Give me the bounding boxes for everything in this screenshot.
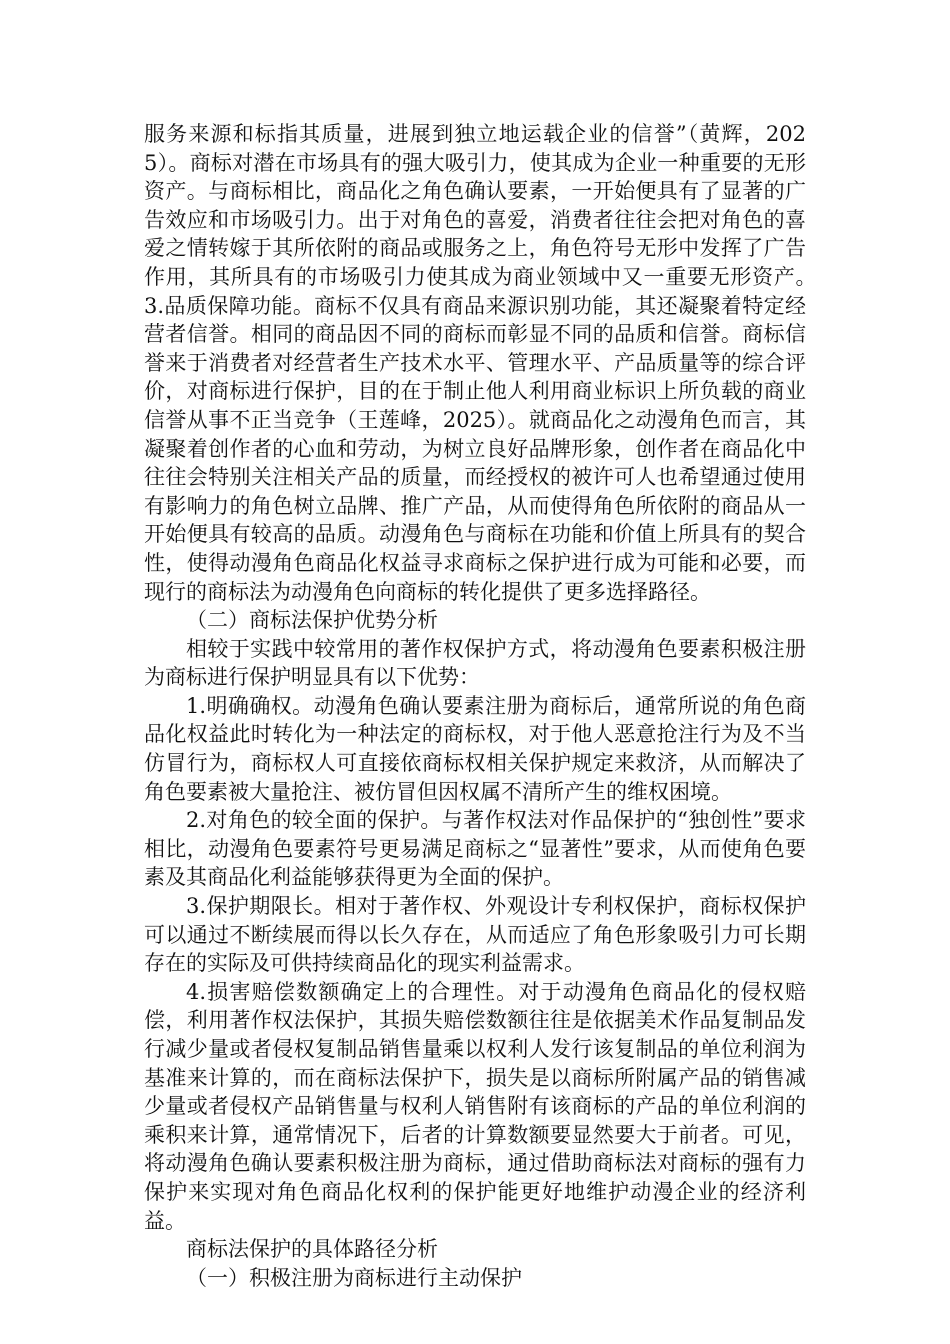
section-heading-advantages: （二）商标法保护优势分析 [186, 608, 438, 633]
body-paragraph-point-1: 1.明确确权。动漫角色确认要素注册为商标后，通常所说的角色商品化权益此时转化为一种法定的商标权，对于他人恶意抢注行为及不当仿冒行为，商标权人可直接依商标权相关保护规定来救济，从而解决了角色要素被大量抢注、被仿冒但因权属不清所产生的维权困境。 [144, 693, 806, 804]
body-paragraph-intro: 相较于实践中较常用的著作权保护方式，将动漫角色要素积极注册为商标进行保护明显具有以下优势： [144, 636, 806, 690]
section-heading-paths: 商标法保护的具体路径分析 [186, 1237, 438, 1262]
subsection-heading-registration: （一）积极注册为商标进行主动保护 [186, 1265, 522, 1290]
body-paragraph-continued: 服务来源和标指其质量，进展到独立地运载企业的信誉”（黄辉，2025）。商标对潜在市场具有的强大吸引力，使其成为企业一种重要的无形资产。与商标相比，商品化之角色确认要素，一开始便具有了显著的广告效应和市场吸引力。出于对角色的喜爱，消费者往往会把对角色的喜爱之情转嫁于其所依附的商品或服务之上，角色符号无形中发挥了广告作用，其所具有的市场吸引力使其成为商业领域中又一重要无形资产。 3.品质保障功能。商标不仅具有商品来源识别功能，其还凝聚着特定经营者信誉。相同的商品因不同的商标而彰显不同的品质和信誉。商标信誉来于消费者对经营者生产技术水平、管理水平、产品质量等的综合评价，对商标进行保护，目的在于制止他人利用商业标识上所负载的商业信誉从事不正当竞争（王莲峰，2025）。就商品化之动漫角色而言，其凝聚着创作者的心血和劳动，为树立良好品牌形象，创作者在商品化中往往会特别关注相关产品的质量，而经授权的被许可人也希望通过使用有影响力的角色树立品牌、推广产品，从而使得角色所依附的商品从一开始便具有较高的品质。动漫角色与商标在功能和价值上所具有的契合性，使得动漫角色商品化权益寻求商标之保护进行成为可能和必要，而现行的商标法为动漫角色向商标的转化提供了更多选择路径。 [144, 122, 869, 604]
body-paragraph-point-4: 4.损害赔偿数额确定上的合理性。对于动漫角色商品化的侵权赔偿，利用著作权法保护，其损失赔偿数额往往是依据美术作品复制品发行减少量或者侵权复制品销售量乘以权利人发行该复制品的单位利润为基准来计算的，而在商标法保护下，损失是以商标所附属产品的销售减少量或者侵权产品销售量与权利人销售附有该商标的产品的单位利润的乘积来计算，通常情况下，后者的计算数额要显然要大于前者。可见，将动漫角色确认要素积极注册为商标，通过借助商标法对商标的强有力保护来实现对角色商品化权利的保护能更好地维护动漫企业的经济利益。 [144, 979, 806, 1233]
document-page [144, 120, 869, 1292]
body-paragraph-point-3: 3.保护期限长。相对于著作权、外观设计专利权保护，商标权保护可以通过不断续展而得以长久存在，从而适应了角色形象吸引力可长期存在的实际及可供持续商品化的现实利益需求。 [144, 894, 806, 976]
body-paragraph-point-2: 2.对角色的较全面的保护。与著作权法对作品保护的“独创性”要求相比，动漫角色要素符号更易满足商标之“显著性”要求，从而使角色要素及其商品化利益能够获得更为全面的保护。 [144, 808, 806, 890]
